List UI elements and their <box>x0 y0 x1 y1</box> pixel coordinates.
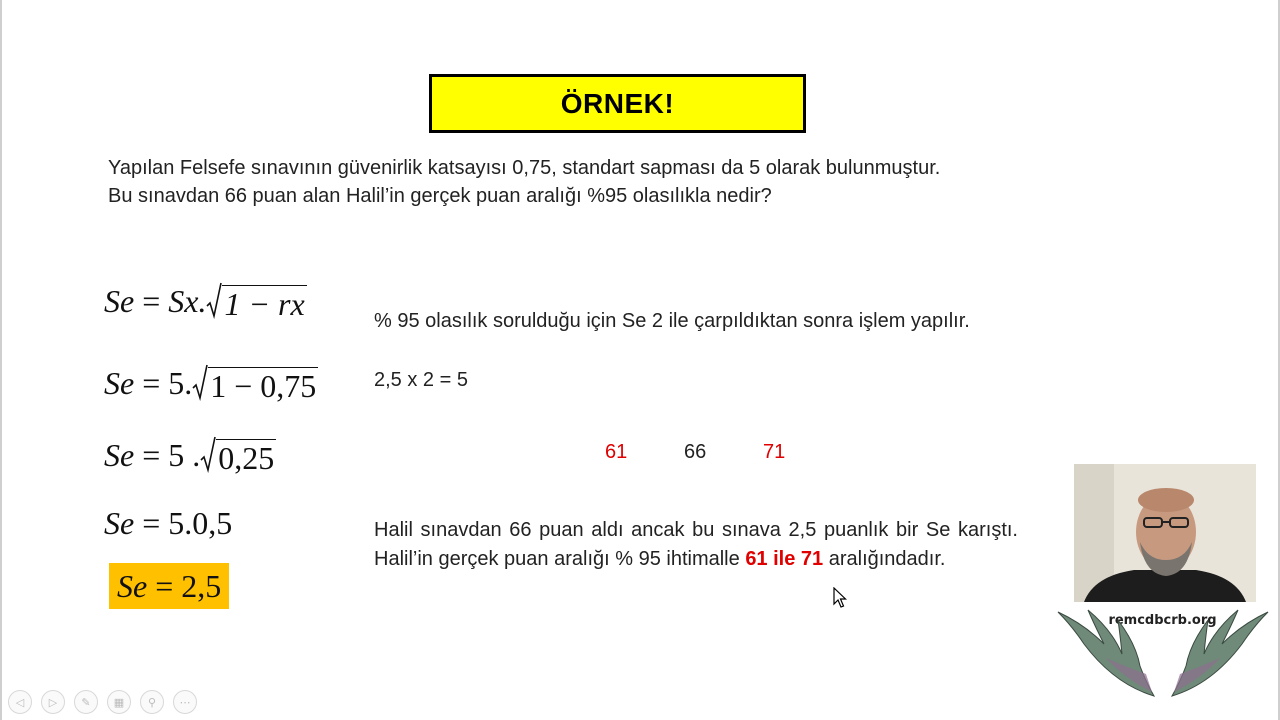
conclusion-after: aralığındadır. <box>823 548 946 570</box>
formula-coefficient: 5. <box>168 365 193 401</box>
question-text <box>108 154 1068 210</box>
slide-title: ÖRNEK! <box>429 74 806 133</box>
equals-sign: = <box>142 437 161 473</box>
radical-sign-icon <box>200 436 216 474</box>
radicand: 1 − 0,75 <box>210 368 317 404</box>
formula-se-general <box>104 282 307 320</box>
question-line-1: Yapılan Felsefe sınavının güvenirlik katsayısı 0,75, standart sapması da 5 olarak bulunmuştur. <box>108 157 941 179</box>
square-root <box>200 436 276 474</box>
formula-se-product <box>104 505 232 542</box>
radical-sign-icon <box>192 364 208 402</box>
formula-se-result <box>109 563 229 609</box>
presenter-webcam <box>1074 464 1256 602</box>
formula-coefficient: Sx. <box>168 283 207 319</box>
conclusion-before: Halil sınavdan 66 puan aldı ancak bu sınava 2,5 puanlık bir Se karıştı. Halil’in gerçek puan aralığı % 95 ihtimalle <box>374 519 1018 570</box>
radicand: 0,25 <box>218 440 275 476</box>
range-lower-bound: 61 <box>605 441 628 463</box>
equals-sign: = <box>142 365 161 401</box>
prev-slide-button[interactable]: ◁ <box>8 690 32 714</box>
presentation-toolbar <box>8 690 197 714</box>
see-all-slides-button[interactable]: ▦ <box>107 690 131 714</box>
slide-edge-left <box>0 0 2 720</box>
square-root <box>192 364 318 402</box>
formula-se-simplified <box>104 436 276 474</box>
site-watermark: remcdbcrb.org <box>1108 613 1217 628</box>
formula-coefficient: 5 . <box>168 437 201 473</box>
formula-rhs: 5.0,5 <box>168 505 233 541</box>
formula-lhs: Se <box>104 437 135 473</box>
more-options-button[interactable]: ⋯ <box>173 690 197 714</box>
calculation-text: 2,5 x 2 = 5 <box>374 369 468 391</box>
equals-sign: = <box>155 567 174 604</box>
conclusion-highlight: 61 ile 71 <box>745 548 824 570</box>
pen-tool-button[interactable]: ✎ <box>74 690 98 714</box>
zoom-button[interactable]: ⚲ <box>140 690 164 714</box>
question-line-2: Bu sınavdan 66 puan alan Halil’in gerçek puan aralığı %95 olasılıkla nedir? <box>108 185 772 207</box>
formula-lhs: Se <box>104 283 135 319</box>
presenter-avatar <box>1074 464 1256 602</box>
equals-sign: = <box>142 505 161 541</box>
formula-rhs: 2,5 <box>181 567 222 604</box>
radical-sign-icon <box>206 282 222 320</box>
square-root <box>206 282 306 320</box>
formula-lhs: Se <box>117 567 148 604</box>
equals-sign: = <box>142 283 161 319</box>
next-slide-button[interactable]: ▷ <box>41 690 65 714</box>
radicand: 1 − rx <box>224 286 305 322</box>
formula-lhs: Se <box>104 505 135 541</box>
formula-lhs: Se <box>104 365 135 401</box>
explanation-text: % 95 olasılık sorulduğu için Se 2 ile çarpıldıktan sonra işlem yapılır. <box>374 310 970 332</box>
observed-score: 66 <box>684 441 707 463</box>
mouse-cursor-icon <box>833 587 847 609</box>
range-upper-bound: 71 <box>763 441 786 463</box>
formula-se-substituted <box>104 364 318 402</box>
conclusion-text <box>374 516 1018 574</box>
wings-logo-icon <box>1054 604 1272 708</box>
